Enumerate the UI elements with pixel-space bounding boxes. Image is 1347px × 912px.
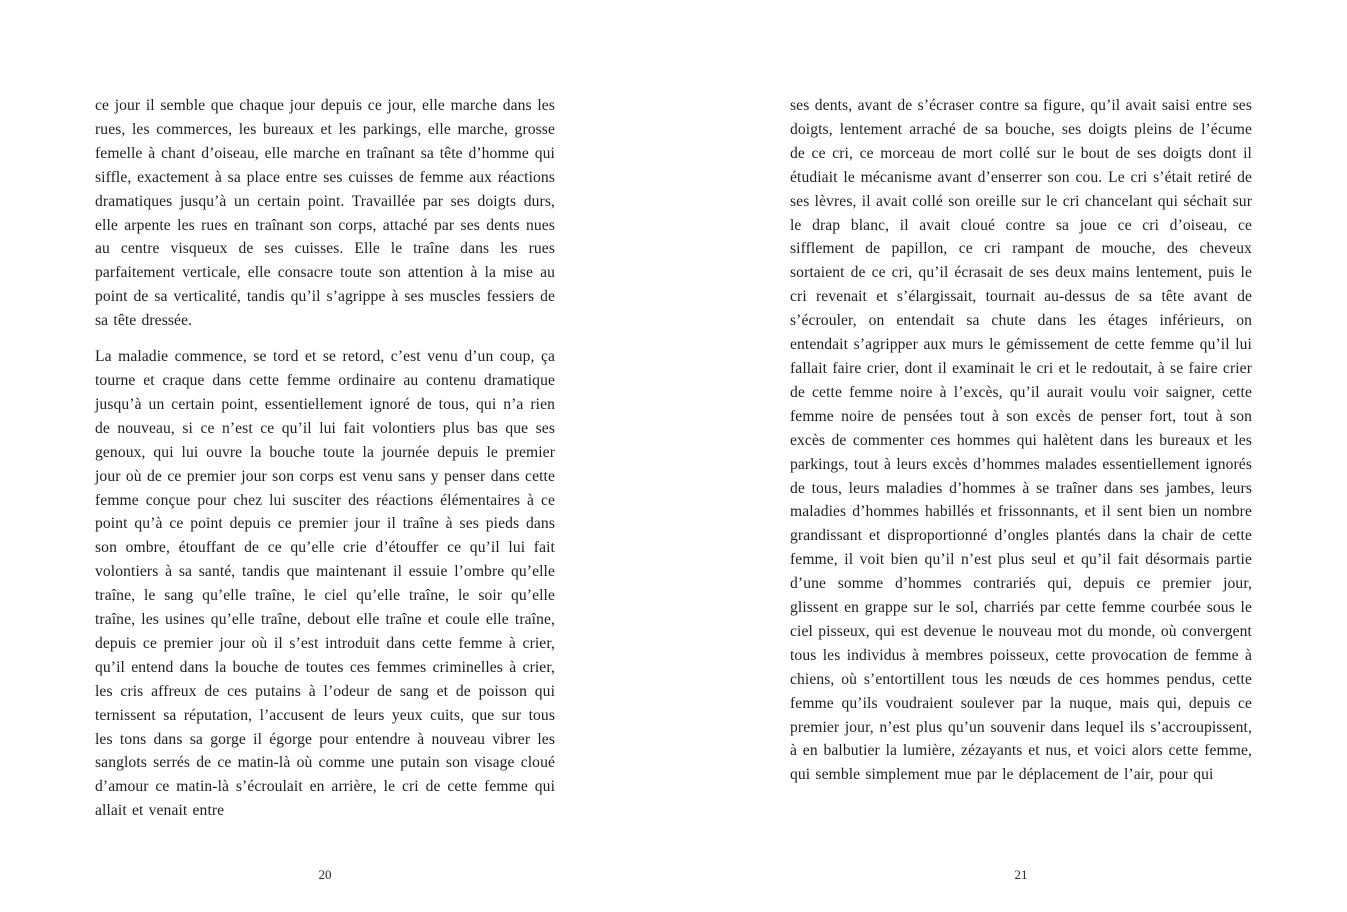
right-page [674,0,1347,912]
left-page-number: 20 [318,867,332,882]
paragraph: La maladie commence, se tord et se retord, c’est venu d’un coup, ça tourne et craque dans cette femme ordinaire au contenu dramatique jusqu’à un certain point, essentiellement ignoré de tous, qui n’a rien de nouveau, si ce n’est ce qu’il lui fait volontiers plus bas que ses genoux, qui lui ouvre la bouche toute la journée depuis le premier jour où de ce premier jour son corps est venu sans y penser dans cette femme conçue pour chez lui susciter des réactions élémentaires à ce point qu’à ce point depuis ce premier jour il traîne à ses pieds dans son ombre, étouffant de ce qu’elle crie d’étouffer ce qu’il lui fait volontiers à sa santé, tandis que maintenant il essuie l’ombre qu’elle traîne, le sang qu’elle traîne, le ciel qu’elle traîne, le soir qu’elle traîne, les usines qu’elle traîne, debout elle traîne et coule elle traîne, depuis ce premier jour où il s’est introduit dans cette femme à crier, qu’il entend dans la bouche de toutes ces femmes criminelles à crier, les cris affreux de ces putains à l’odeur de sang et de poisson qui ternissent sa réputation, l’accusent de leurs yeux cuits, que sur tous les tons dans sa gorge il égorge pour entendre à nouveau vibrer les sanglots serrés de ce matin-là où comme une putain son visage cloué d’amour ce matin-là s’écroulait en arrière, le cri de cette femme qui allait et venait entre [95,348,555,820]
paragraph: ses dents, avant de s’écraser contre sa figure, qu’il avait saisi entre ses doigts, lentement arraché de sa bouche, ses doigts pleins de l’écume de ce cri, ce morceau de mort collé sur le bout de ses doigts dont il étudiait le mécanisme avant d’enserrer son cou. Le cri s’était retiré de ses lèvres, il avait collé son oreille sur le cri chancelant qui séchait sur le drap blanc, il avait cloué contre sa joue ce cri d’oiseau, ce sifflement de papillon, ce cri rampant de mouche, des cheveux sortaient de ce cri, qu’il écrasait de ses deux mains lentement, puis le cri revenait et s’élargissait, tournait au-dessus de sa tête avant de s’écrouler, on entendait sa chute dans les étages inférieurs, on entendait s’agripper aux murs le gémissement de cette femme qu’il lui fallait faire crier, dont il examinait le cri et le redoutait, à se faire crier de cette femme noire à l’excès, qu’il aurait voulu voir saigner, cette femme noire de pensées tout à son excès de penser fort, tout à son excès de commenter ces hommes qui halètent dans les bureaux et les parkings, tout à leurs excès d’hommes malades essentiellement ignorés de tous, leurs maladies d’hommes à se traîner dans ses jambes, leurs maladies d’hommes habillés et frissonnants, et il sent bien un nombre grandissant et disproportionné d’ongles plantés dans la chair de cette femme, il voit bien qu’il n’est plus seul et qu’il fait désormais partie d’une somme d’hommes contrariés qui, depuis ce premier jour, glissent en grappe sur le sol, charriés par cette femme courbée sous le ciel pisseux, qui est devenue le nouveau mot du monde, où convergent tous les individus à membres poisseux, cette provocation de femme à chiens, où s’entortillent tous les nœuds de ces hommes pendus, cette femme qu’ils voudraient soulever par la nuque, mais qui, depuis ce premier jour, n’est plus qu’un souvenir dans lequel ils s’accroupissent, à en balbutier la lumière, zézayants et nus, et voici alors cette femme, qui semble simplement mue par le déplacement de l’air, pour qui [790,97,1252,784]
right-page-number: 21 [1014,867,1028,882]
right-page-text [790,94,1252,787]
paragraph: ce jour il semble que chaque jour depuis ce jour, elle marche dans les rues, les commerces, les bureaux et les parkings, elle marche, grosse femelle à chant d’oiseau, elle marche en traînant sa tête d’homme qui siffle, exactement à sa place entre ses cuisses de femme aux réactions dramatiques jusqu’à un certain point. Travaillée par ses doigts durs, elle arpente les rues en traînant son corps, attaché par ses dents nues au centre visqueux de ses cuisses. Elle le traîne dans les rues parfaitement verticale, elle consacre toute son attention à la mise au point de sa verticalité, tandis qu’il s’agrippe à ses muscles fessiers de sa tête dressée. [95,97,555,330]
left-page-text [95,94,555,823]
left-page [0,0,673,912]
